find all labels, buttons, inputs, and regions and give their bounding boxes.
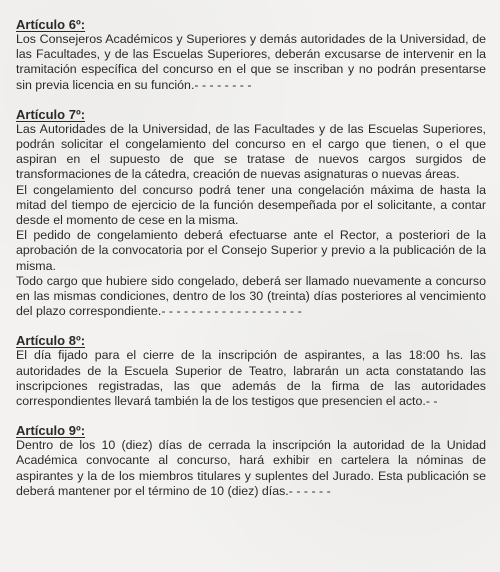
- article-6: [16, 17, 486, 93]
- article-7: [16, 107, 486, 320]
- article-9-title: Artículo 9º:: [16, 423, 86, 439]
- article-7-paragraph-2: El congelamiento del concurso podrá tener una congelación máxima de hasta la mitad del tiempo de ejercicio de la función desempeñada por el solicitante, a contar desde el momento de cese en la misma.: [16, 182, 486, 228]
- article-7-paragraph-1: Las Autoridades de la Universidad, de las Facultades y de las Escuelas Superiores, podrán solicitar el congelamiento del concurso en el cargo que tienen, o el que aspiran en el supuesto de que se tratase de nuevos cargos surgidos de transformaciones de la cátedra, creación de nuevas asignaturas o nuevas áreas.: [16, 121, 486, 182]
- article-6-title: Artículo 6º:: [16, 17, 86, 32]
- article-8: [16, 333, 486, 409]
- article-6-paragraph-1: Los Consejeros Académicos y Superiores y demás autoridades de la Universidad, de las Facultades, y de las Escuelas Superiores, deberán excusarse de intervenir en la tramitación específica del concurso en el que se inscriban y no podrán presentarse sin previa licencia en su función.- - - - - - - -: [16, 32, 486, 92]
- article-7-title: Artículo 7º:: [16, 106, 86, 122]
- article-7-paragraph-3: El pedido de congelamiento deberá efectuarse ante el Rector, a posteriori de la aprobación de la convocatoria por el Consejo Superior y previo a la publicación de la misma.: [16, 228, 486, 273]
- article-7-paragraph-4: Todo cargo que hubiere sido congelado, deberá ser llamado nuevamente a concurso en las mismas condiciones, dentro de los 30 (treinta) días posteriores al vencimiento del plazo correspondiente.- - - - - - - - - - - - - - - - - - -: [16, 273, 486, 319]
- article-9-paragraph-1: Dentro de los 10 (diez) días de cerrada la inscripción la autoridad de la Unidad Académica convocante al concurso, hará exhibir en cartelera la nóminas de aspirantes y la de los miembros titulares y suplentes del Jurado. Esta publicación se deberá mantener por el término de 10 (diez) días.- - - - - -: [16, 438, 486, 498]
- article-8-paragraph-1: El día fijado para el cierre de la inscripción de aspirantes, a las 18:00 hs. las autoridades de la Escuela Superior de Teatro, labrarán un acta constatando las inscripciones registradas, las que además de la firma de las autoridades correspondientes llevará también la de los testigos que presencien el acto.- -: [16, 348, 486, 409]
- article-9: [16, 423, 486, 499]
- article-8-title: Artículo 8º:: [16, 333, 86, 349]
